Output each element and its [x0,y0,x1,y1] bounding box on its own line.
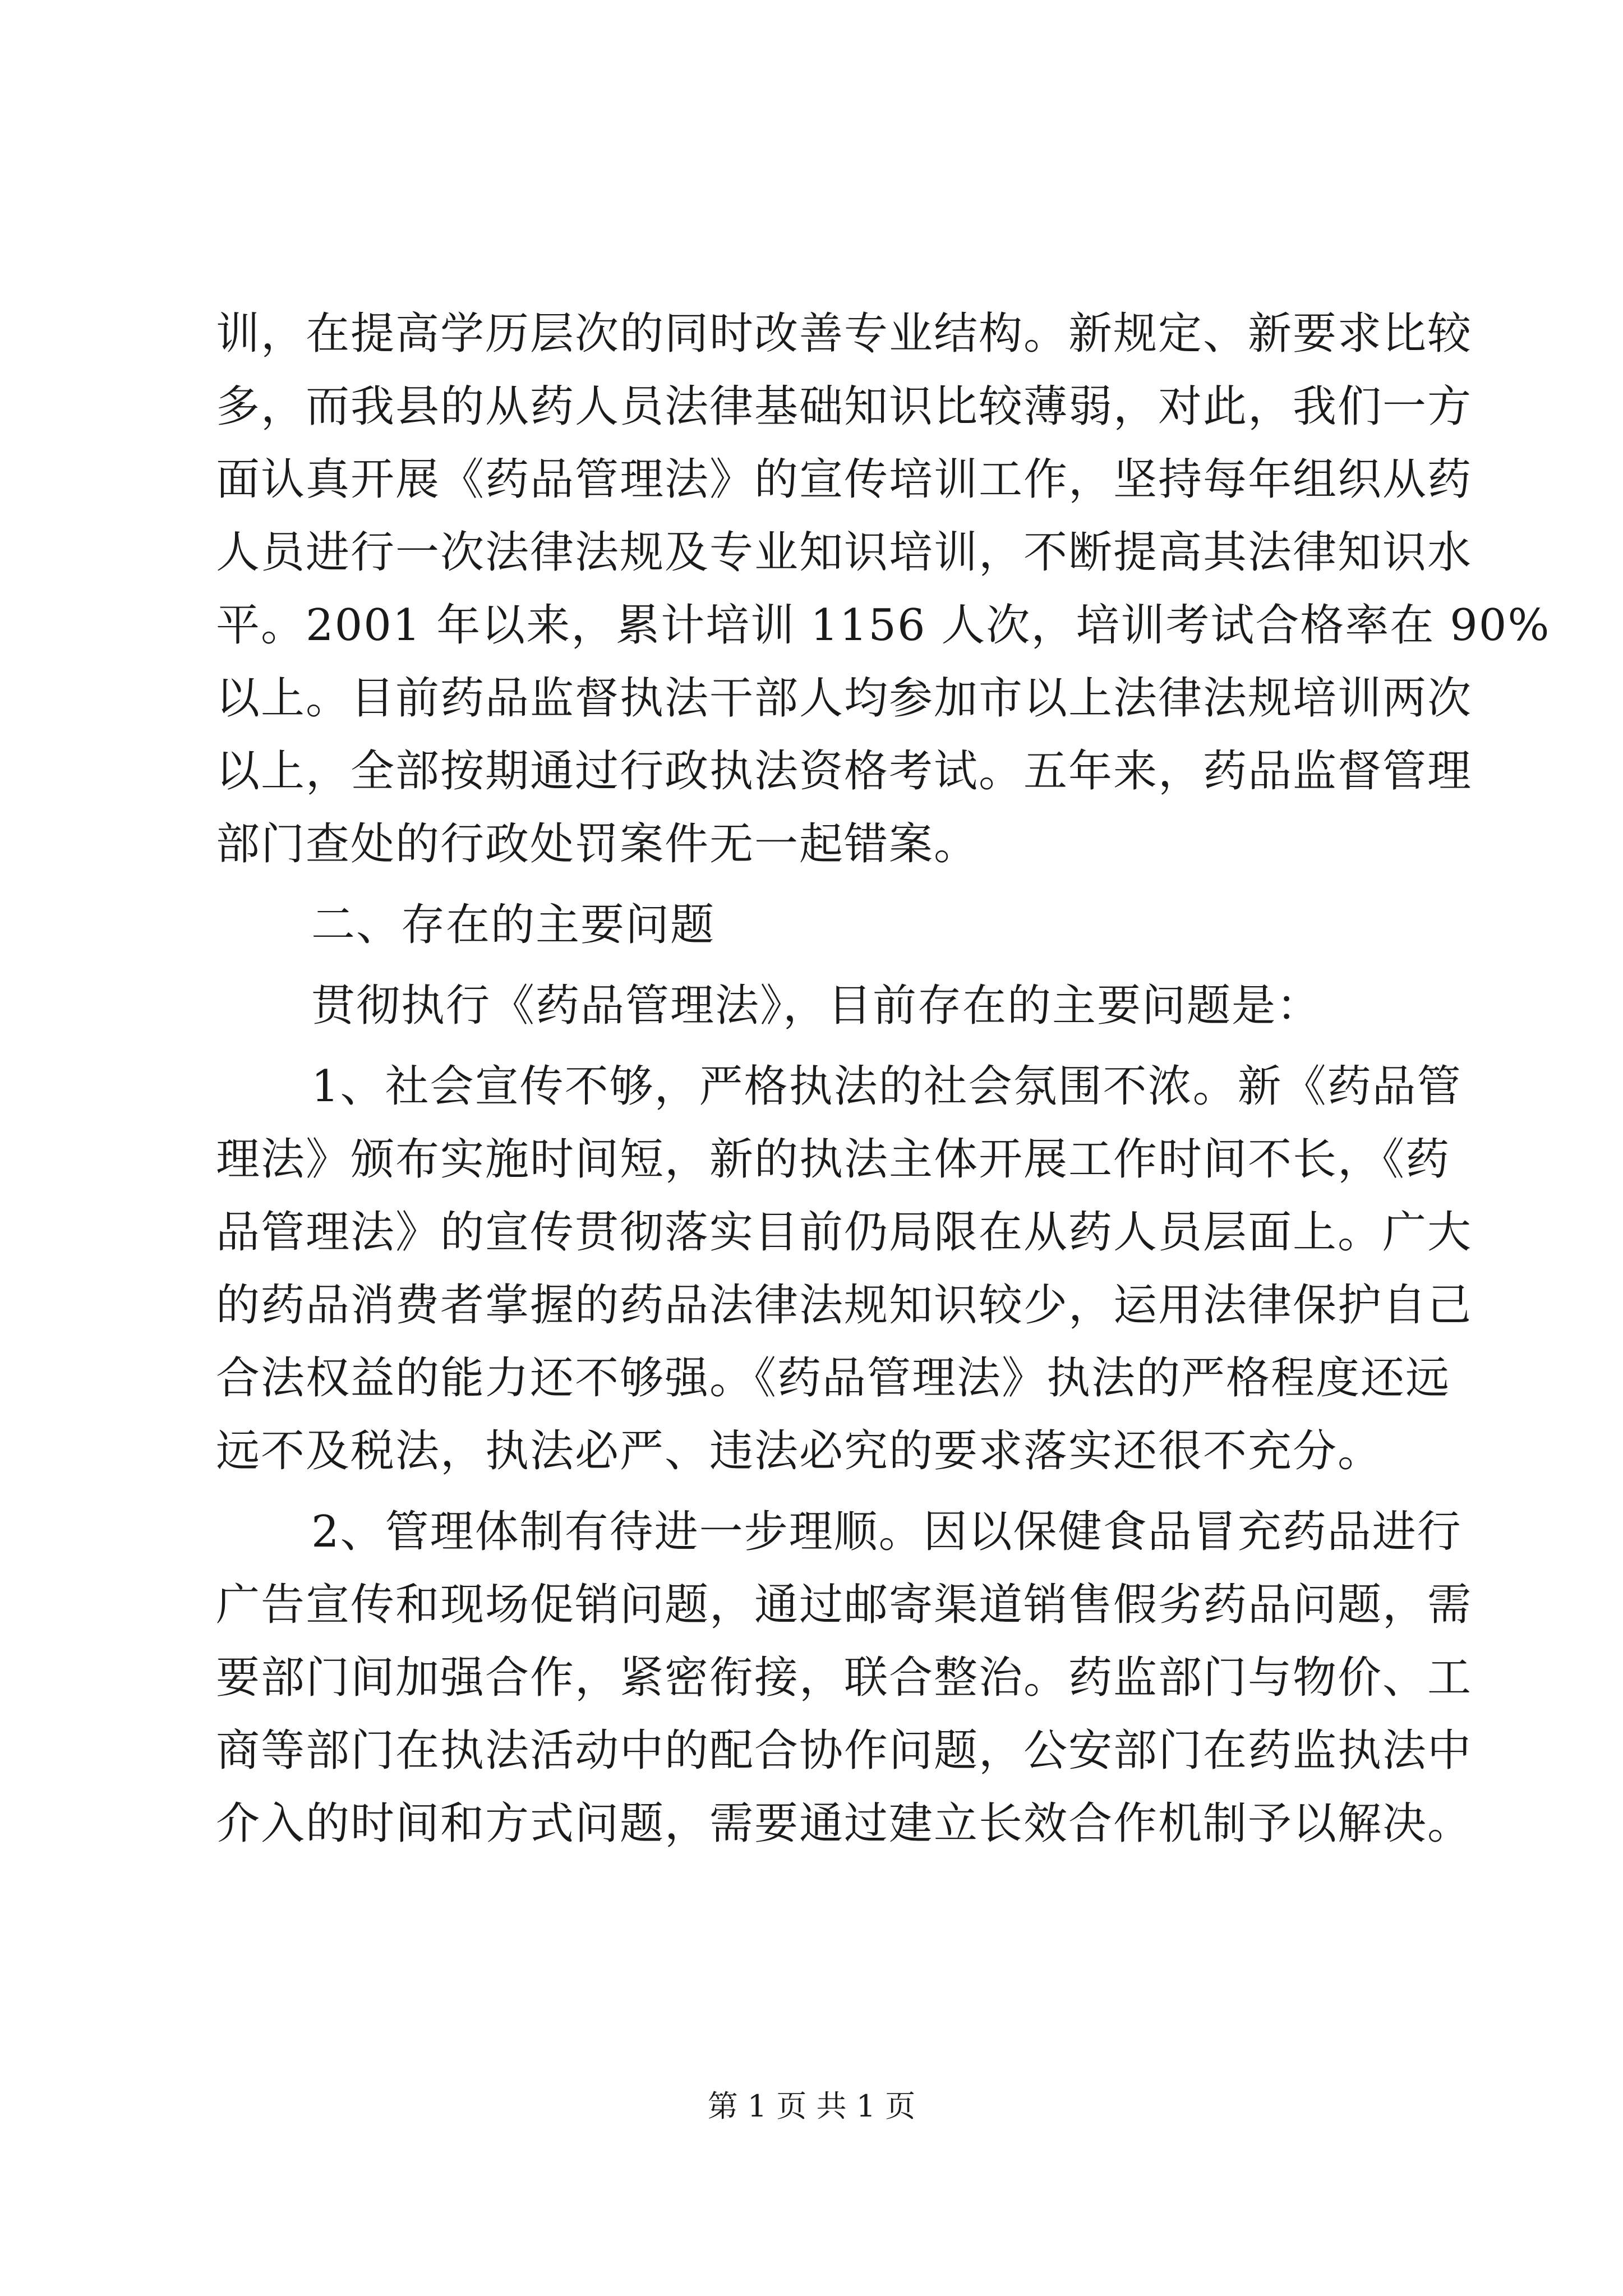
text-line: 理法》颁布实施时间短，新的执法主体开展工作时间不长，《药 [216,1134,1451,1185]
text-line: 训，在提高学历层次的同时改善专业结构。新规定、新要求比较 [216,309,1473,359]
intro-paragraph: 贯彻执行《药品管理法》，目前存在的主要问题是： [311,981,1322,1031]
text-line: 的药品消费者掌握的药品法律法规知识较少，运用法律保护自己 [216,1280,1473,1331]
text-line: 平。2001 年以来，累计培训 1156 人次，培训考试合格率在 90% [216,600,1551,651]
paragraph-item-2 [216,1496,1473,1860]
text-line: 1、社会宣传不够，严格执法的社会氛围不浓。新《药品管 [311,1061,1462,1112]
text-line: 以上，全部按期通过行政执法资格考试。五年来，药品监督管理 [216,746,1473,797]
text-line: 面认真开展《药品管理法》的宣传培训工作，坚持每年组织从药 [216,454,1473,505]
text-line: 广告宣传和现场促销问题，通过邮寄渠道销售假劣药品问题，需 [216,1580,1473,1630]
text-line: 以上。目前药品监督执法干部人均参加市以上法律法规培训两次 [216,673,1473,724]
paragraph-training [216,297,1551,881]
text-line: 部门查处的行政处罚案件无一起错案。 [216,819,979,869]
text-line: 品管理法》的宣传贯彻落实目前仍局限在从药人员层面上。广大 [216,1207,1473,1258]
text-line: 人员进行一次法律法规及专业知识培训，不断提高其法律知识水 [216,527,1473,578]
text-line: 2、管理体制有待进一步理顺。因以保健食品冒充药品进行 [311,1507,1462,1557]
section-heading: 二、存在的主要问题 [311,900,716,950]
paragraph-item-1 [216,1050,1473,1488]
page-number-footer: 第 1 页 共 1 页 [707,2088,916,2124]
text-line: 介入的时间和方式问题，需要通过建立长效合作机制予以解决。 [216,1798,1473,1849]
text-line: 要部门间加强合作，紧密衔接，联合整治。药监部门与物价、工 [216,1653,1473,1703]
text-line: 合法权益的能力还不够强。《药品管理法》执法的严格程度还远 [216,1353,1451,1404]
text-line: 多，而我县的从药人员法律基础知识比较薄弱，对此，我们一方 [216,381,1473,432]
text-line: 商等部门在执法活动中的配合协作问题，公安部门在药监执法中 [216,1726,1473,1776]
document-body [216,297,1551,1860]
text-line: 远不及税法，执法必严、违法必究的要求落实还很不充分。 [216,1426,1383,1476]
